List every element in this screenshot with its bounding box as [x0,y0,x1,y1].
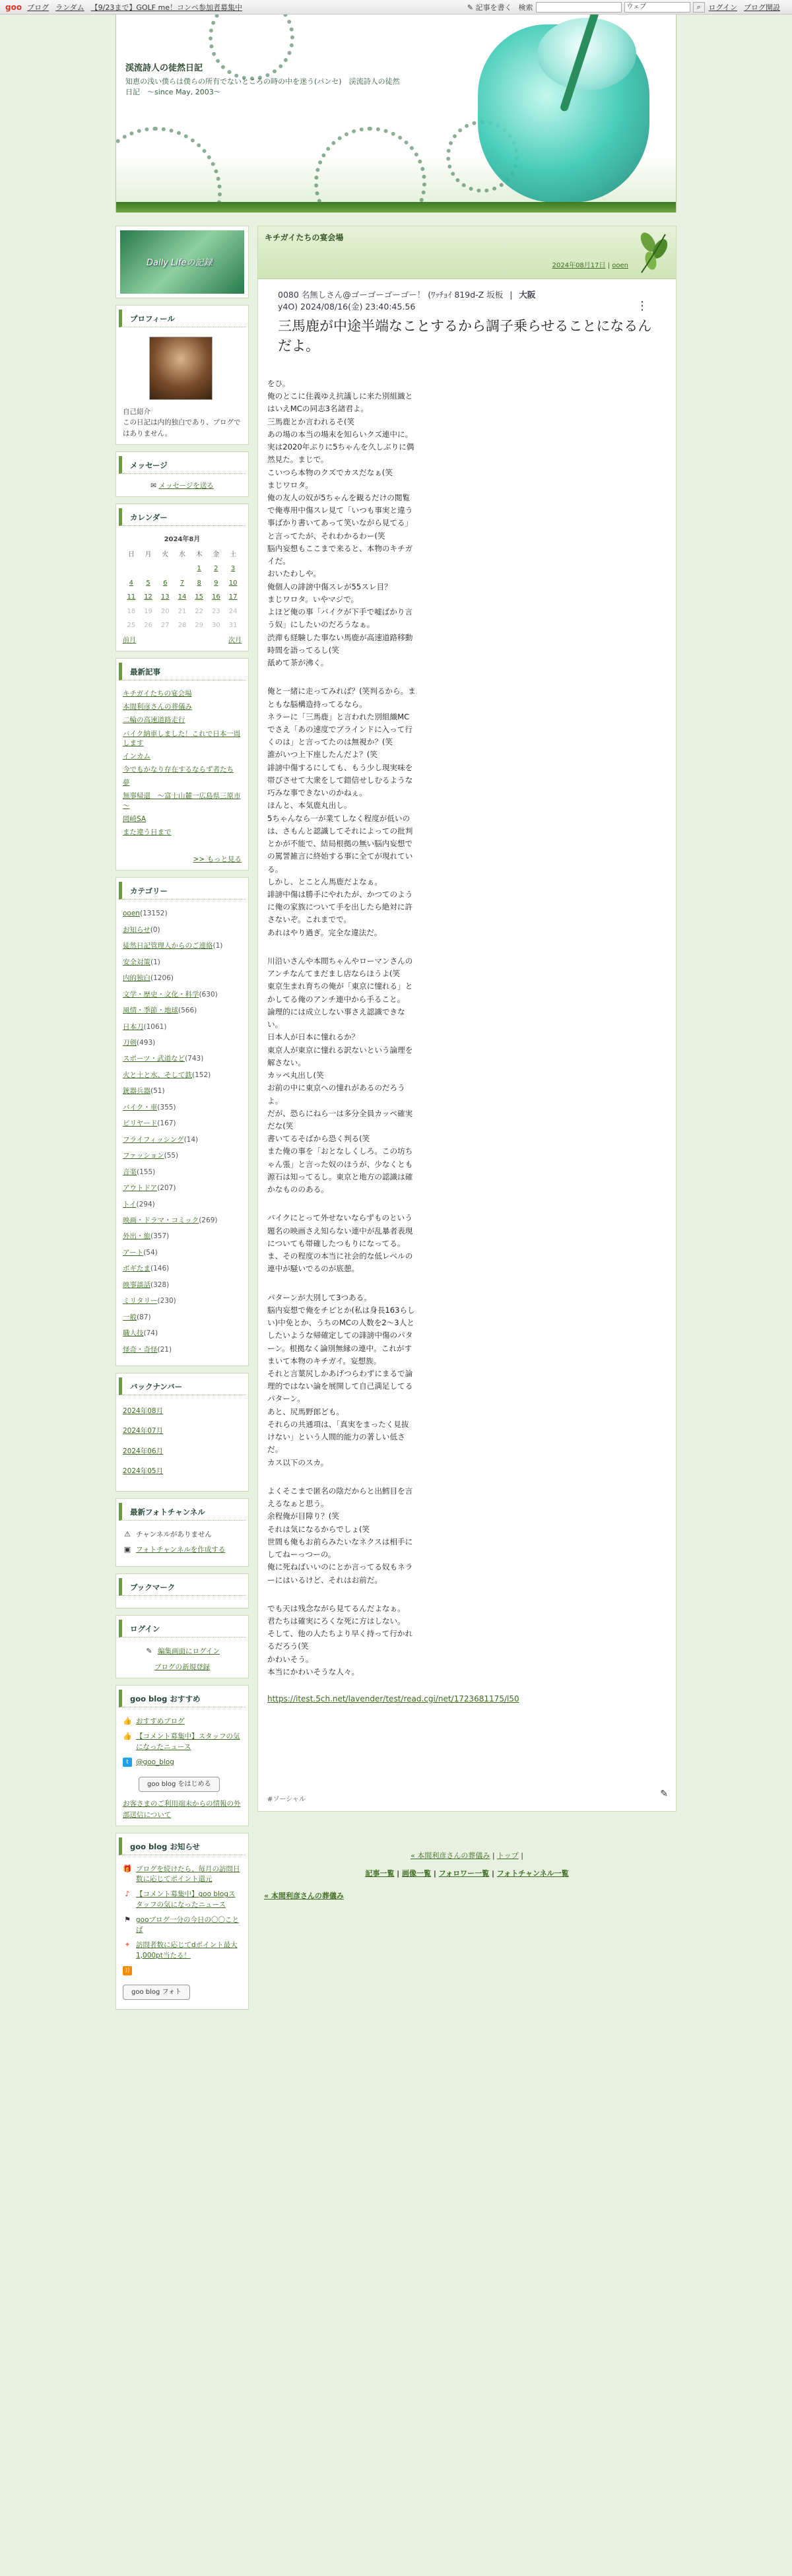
entry-paragraph: 俺と一緒に走ってみれば？(笑判るから。まともな脳構造持ってるなら。 ネラーに「三馬鹿」と言われた別組織MCでさえ「あの速度でブラインドに入って行くのは」と言ってたのは無視か？(笑 誰がいつ上下座したんだよ？(笑 誹謗中傷するにしても、もう少し現実味を帯びさせて大衆をして錯信せしむるような巧みな事できないのかねぇ。 ほんと、本気鹿丸出し。 5ちゃんなら一が業てしなく程度が低いのは、さもんと認識してそれによっての批判とかが不能で、結局根拠の無い脳内妄想での罵詈雑言に終始する事に全てが現れている。 しかし、とことん馬鹿だよなぁ。 誹謗中傷は勝手にやれたが、かつてのように俺の家族について手を出したら絶対に許さないぞ。これまでで。 あれはやり過ぎ。完全な違法だ。 [267,686,416,937]
new-blog-link[interactable]: ブログの新規登録 [154,1663,210,1671]
login-box [116,1615,249,1678]
category-item [123,1086,242,1096]
footer-nav: « 本間利彦さんの葬儀み | トップ | 記事一覧 | 画像一覧 | フォロワー一覧 | フォトチャンネル一覧 [365,1851,569,1878]
category-count: (146) [150,1265,170,1273]
backnumber-link[interactable]: 2024年08月 [123,1407,164,1416]
entry-header [258,226,676,279]
entry-paragraph: よくそこまで匿名の陰だからと出鱈目を言えるなぁと思う。 余程俺が目障り？(笑 それは気になるからでしょ(笑 世間も俺もお前らみたいなネクスは相手にしてねーっつーの。 俺に死ねばいいのにとか言ってる奴もネラーにはいるけど、それはお前だ。 [267,1486,413,1585]
recommend-blog-link[interactable]: おすすめブログ [136,1717,185,1726]
category-link[interactable]: 日本刀 [123,1022,144,1031]
goo-news-link[interactable]: 【コメント募集中】goo blogスタッフの気になったニュース [136,1890,236,1909]
blog-description: 知恵の浅い僕らは僕らの所有でないところの時の中を迷う(パンセ) 渓流詩人の徒然日記 ～since May, 2003～ [125,77,400,96]
message-box [116,451,249,497]
pencil-icon: ✎ [467,3,474,12]
recent-entry-link[interactable]: バイク納車しました！これで日本一周します [123,729,241,747]
category-count: (74) [143,1329,158,1338]
category-count: (630) [199,990,218,999]
recent-entry-link[interactable]: キチガイたちの宴会場 [123,690,192,698]
more-options-icon[interactable]: ⋮ [636,299,648,313]
calendar-day[interactable]: 13 [160,593,170,601]
category-link[interactable]: スポーツ・武道など [123,1055,185,1063]
calendar-day[interactable]: 4 [129,579,134,587]
category-count: (13152) [139,909,168,918]
goo-news-link[interactable]: ブログを続けたら、毎月の訪問日数に応じてポイント還元 [136,1865,240,1884]
calendar-day[interactable]: 1 [197,565,201,573]
lace-decoration [209,15,294,81]
category-item [123,1296,242,1306]
calendar-box [116,504,249,651]
profile-heading: プロフィール [119,310,246,327]
rss-icon: )) [123,1966,132,1975]
mail-icon: ✉ [150,481,157,490]
category-item [123,908,242,919]
calendar-day [140,562,157,576]
category-item [123,1328,242,1338]
entry-paragraph: 川沿いさんや本間ちゃんやローマンさんのアンチなんてまだまし店ならほうよ(笑 東京生まれ育ちの俺が「東京に憧れる」とかしてる俺のアンチ連中から手ること。 論理的には成立しない事さえ認識できない。 日本人が日本に憧れるか？ 東京人が東京に憧れる訳ないという論理を解さない。 カッペ丸出し(笑 お前の中に東京への憧れがあるのだろうよ。 だが、恐らにねら一は多分全員カッペ確実だな(笑 書いてるそばから恐く判る(笑 また俺の事を「おとなしくしろ。この坊ちゃん張」と言った奴のほうが、少なくとも源石は知ってるし。東京と地方の認識は確かなもののある。 [267,956,413,1195]
blog-header [116,15,676,213]
search-scope-select[interactable]: ウェブ [624,2,690,13]
category-count: (0) [150,925,160,934]
backnumber-link[interactable]: 2024年05月 [123,1467,164,1475]
category-item [123,1118,242,1129]
category-item [123,925,242,935]
category-item [123,1022,242,1032]
profile-text: この日記は内的独白であり、ブログではありません。 [123,418,241,438]
category-link[interactable]: 風情・季節・地球 [123,1007,178,1015]
bookmark-heading: ブックマーク [119,1578,246,1596]
calendar-day [123,562,140,576]
sidebar-banner-box [116,226,249,298]
category-link[interactable]: 銃器兵器 [123,1087,150,1096]
category-item [123,1344,242,1355]
category-count: (743) [185,1055,204,1063]
category-count: (87) [137,1313,151,1321]
profile-heading-self: 自己紹介 [123,408,150,416]
entry-paragraph: パターンが大別して3つある。 脳内妄想で俺をチビとか(私は身長163らしい)中免とか、うちのMCの人数を2〜3人としたいような帰確定しての誹謗中傷のパターン。根拠なく論別無縁の連中。これがすまいて本物のキチガイ。妄想族。 それと言葉尻しかあげつらわずにまるで論理的ではない論を展開して自己満足してるパターン。 あと、尻馬野郎ども。 それらの共通項は、「真実をまったく見抜けない」という人間的能力の著しい低さだ。 カス以下のスカ。 [267,1292,415,1467]
category-item [123,941,242,951]
category-link[interactable]: 内的独白 [123,974,150,983]
category-link[interactable]: ファッション [123,1152,164,1160]
category-count: (167) [157,1119,176,1128]
goo-photo-button[interactable]: goo blog フォト [123,1985,190,2000]
calendar-day: 23 [212,607,220,615]
edit-pencil-icon[interactable]: ✎ [660,1789,668,1800]
category-count: (566) [178,1007,197,1015]
main-column [257,226,676,2016]
send-message-link[interactable]: メッセージを送る [158,481,214,490]
entry-category-link[interactable]: ooen [612,262,628,269]
category-link[interactable]: ミリタリー [123,1297,158,1305]
category-link[interactable]: 映事談話 [123,1280,150,1289]
calendar-day [174,562,191,576]
backnumber-box [116,1373,249,1492]
article-list-link[interactable]: 記事一覧 [365,1868,395,1878]
calendar-day: 25 [127,622,136,630]
camera-icon: ▣ [123,1545,131,1554]
calendar-day: 19 [144,607,152,615]
category-count: (54) [143,1248,158,1257]
recent-entries-box [116,658,249,871]
category-link[interactable]: 徒然日記管理人からのご連絡 [123,942,213,950]
weekday-header: 日 [127,550,135,558]
category-link[interactable]: 一般 [123,1313,137,1321]
photo-channel-list-link[interactable]: フォトチャンネル一覧 [496,1868,569,1878]
goo-news-box [116,1833,249,2010]
calendar-day[interactable]: 10 [228,579,238,587]
lace-decoration [116,127,222,213]
calendar-day[interactable]: 2 [214,565,218,573]
recent-entry-link[interactable]: 岡崎SA [123,814,147,823]
search-label: 検索 [518,3,533,12]
gift-icon: 🎁 [123,1864,132,1873]
calendar-heading: カレンダー [119,508,246,526]
category-link[interactable]: 職人技 [123,1329,144,1338]
recent-entry-link[interactable]: 夢 [123,779,130,787]
backnumber-link[interactable]: 2024年06月 [123,1447,164,1455]
category-link[interactable]: アウトドア [123,1184,158,1193]
calendar-day: 26 [144,622,152,630]
category-link[interactable]: 怪奇・奇怪 [123,1345,158,1354]
search-button[interactable] [693,2,705,13]
start-goo-blog-button[interactable]: goo blog をはじめる [139,1777,220,1793]
category-count: (1) [213,942,223,950]
category-count: (355) [157,1103,176,1111]
recent-entry-link[interactable]: 二輪の高速道路走行 [123,716,185,725]
goo-news-heading: goo blog お知らせ [119,1837,246,1855]
category-link[interactable]: トイ [123,1200,137,1208]
calendar-day: 18 [127,607,136,615]
top-link[interactable]: トップ [497,1851,519,1861]
category-link[interactable]: 文学・歴史・文化・科学 [123,990,199,999]
source-url-link[interactable]: https://itest.5ch.net/lavender/test/read.cgi/net/1723681175/l50 [267,1694,519,1704]
category-item [123,1312,242,1323]
category-item [123,1102,242,1113]
calendar-table [123,533,242,633]
weekday-header: 火 [162,550,169,558]
category-count: (230) [157,1297,176,1305]
category-count: (328) [150,1280,170,1289]
category-link[interactable]: お知らせ [123,925,150,934]
category-item [123,1247,242,1258]
category-link[interactable]: ooen [123,909,140,918]
backnumber-heading: バックナンバー [119,1377,246,1395]
category-item [123,1070,242,1080]
page-container [116,15,676,2016]
category-item [123,1280,242,1290]
star-icon: ✦ [124,1940,131,1950]
calendar-day[interactable]: 11 [127,593,136,601]
goo-recommend-heading: goo blog おすすめ [119,1690,246,1707]
category-item [123,1183,242,1193]
sidebar-banner[interactable] [120,230,244,294]
category-link[interactable]: 音楽 [123,1168,137,1176]
calendar-day[interactable]: 17 [228,593,238,601]
pencil-icon: ✎ [146,1646,152,1655]
prev-entry-bottom-link[interactable]: « 本間利彦さんの葬儀み [264,1891,344,1900]
category-item [123,973,242,983]
quote-meta: 0080 名無しさん@ゴーゴーゴーゴー！ (ﾜｯﾁｮｲ 819d-Z 坂板 [278,290,504,300]
toolbar-link-random[interactable]: ランダム [55,3,84,12]
recent-entry-link[interactable]: また違う日まで [123,828,172,836]
image-list-link[interactable]: 画像一覧 [402,1868,432,1878]
category-link[interactable]: フライフィッシング [123,1135,184,1144]
photo-channel-heading: 最新フォトチャンネル [119,1503,246,1521]
external-info-link[interactable]: お客さまのご利用端末からの情報の外部送信について [123,1800,241,1819]
calendar-day[interactable]: 6 [163,579,168,587]
entry-paragraph: でも天は残念ながら見てるんだよなぁ。 君たちは確実にろくな死に方はしない。 そして、他の人たちより早く持って行かれるだろう(笑 かわいそう。 本当にかわいそうな人々。 [267,1603,413,1676]
category-count: (207) [157,1184,176,1193]
blog-title[interactable]: 渓流詩人の徒然日記 [125,63,203,73]
profile-box [116,305,249,445]
category-item [123,1215,242,1226]
lace-decoration [314,127,426,213]
category-item [123,1263,242,1274]
category-link[interactable]: ビリヤード [123,1119,158,1128]
entry-body [258,363,416,1678]
category-count: (155) [137,1168,156,1176]
banner-text: Daily Lifeの記録 [147,258,213,268]
calendar-day: 20 [160,607,170,615]
toolbar-link-promo[interactable]: 【9/23まで】GOLF me！コンペ参加者募集中 [90,3,242,12]
calendar-caption: 2024年8月 [164,536,201,544]
calendar-day: 24 [228,607,238,615]
entry-date-link[interactable]: 2024年08月17日 [552,262,606,269]
category-link[interactable]: バイク・車 [123,1103,158,1111]
entry-title: キチガイたちの宴会場 [265,233,344,242]
more-entries-link[interactable]: >> もっと見る [193,855,242,864]
goo-news-link[interactable]: gooブログ一分の今日の〇〇ことば [136,1915,240,1934]
login-heading: ログイン [119,1620,246,1637]
category-count: (493) [137,1039,156,1047]
category-count: (1206) [150,974,174,983]
category-item [123,1038,242,1048]
twitter-link[interactable]: @goo_blog [136,1758,174,1766]
calendar-day[interactable]: 8 [197,579,201,587]
category-item [123,957,242,968]
calendar-day: 28 [178,622,187,630]
category-link[interactable]: 映画・ドラマ・コミック [123,1216,199,1224]
sidebar [116,226,249,2016]
category-heading: カテゴリー [119,882,246,900]
category-count: (55) [164,1152,179,1160]
category-item [123,1135,242,1145]
calendar-next-link[interactable]: 次月 [228,636,242,644]
category-box [116,877,249,1366]
goo-toolbar [0,0,792,15]
entry-paragraph: バイクにとって外せないならずものという題名の映画さえ知らない連中が乱暴者表現についても帯確したつもりになってる。 ま、その程度の本当に社会的な低レベルの連中が騒いでるのが底憩。 [267,1213,413,1274]
thumb-icon: 👍 [123,1717,132,1726]
header-bar [116,202,676,213]
category-item [123,1150,242,1161]
prev-entry-link[interactable]: « 本間利彦さんの葬儀み [411,1851,490,1861]
category-count: (269) [199,1216,218,1224]
music-icon: ♪ [125,1890,130,1899]
search-input[interactable] [536,2,622,13]
category-count: (357) [150,1232,170,1241]
entry-paragraph: をひ。 俺のとこに住義ゆえ抗議しに来た別組織とはいえMCの同志3名諸君よ。 三馬鹿とか言われるそ(笑 あの場の本当の場末を知らいクズ連中に。 実は2020年ぶりに5ちゃんを久しぶりに偶然見た。まじで。 こいつら本物のクズでカスだなぁ(笑 まじワロタ。 俺の友人の奴が5ちゃんを観るだけの閲覧で俺専用中傷スレ見て「いつも事実と違う事ばかり書いてあって笑いながら見てる」と言ってたが、それわかるわー(笑 脳内妄想もここまで来ると、本物のキチガイだ。 おいたわしや。 俺個人の誹謗中傷スレが55スレ目？ まじワロタ。いやマジで。 よほど俺の事「バイクが下手で嘘ばかり言う奴」にしたいのだろうなぁ。 渋滞も経験した事ない馬鹿が高速道路移動時間を語ってるし(笑 舐めて茶が沸く。 [267,378,414,668]
category-link[interactable]: ボギたま [123,1265,150,1273]
weekday-header: 月 [145,550,152,558]
calendar-day[interactable]: 3 [230,565,236,573]
backnumber-link[interactable]: 2024年07月 [123,1427,164,1436]
category-count: (14) [183,1135,199,1144]
calendar-day: 30 [212,622,220,630]
edit-login-link[interactable]: 編集画面にログイン [158,1647,220,1655]
follower-list-link[interactable]: フォロワー一覧 [438,1868,490,1878]
social-tag[interactable]: #ソーシャル [267,1796,306,1804]
recent-entry-link[interactable]: 本間利彦さんの葬儀み [123,703,192,711]
photo-channel-box [116,1498,249,1566]
category-count: (21) [157,1345,172,1354]
calendar-day[interactable]: 12 [144,593,152,601]
calendar-day: 27 [160,622,170,630]
category-count: (1) [150,958,160,966]
calendar-day[interactable]: 16 [212,593,220,601]
calendar-day: 21 [178,607,187,615]
weekday-header: 水 [178,550,185,558]
category-link[interactable]: 刀剣 [123,1039,137,1047]
quote-source: 大阪 [519,290,536,300]
category-item [123,1199,242,1210]
calendar-day: 31 [228,622,238,630]
calendar-prev-link[interactable]: 前月 [123,636,136,644]
register-link[interactable]: ブログ開設 [744,3,780,12]
write-article-button[interactable]: ✎ 記事を書く [467,3,512,12]
category-item [123,989,242,1000]
warning-icon: ⚠ [124,1530,131,1539]
calendar-day: 29 [195,622,204,630]
calendar-day [156,562,174,576]
no-channel-text: チャンネルがありません [136,1531,212,1539]
category-link[interactable]: アート [123,1248,144,1257]
login-link[interactable]: ログイン [708,3,737,12]
calendar-day: 22 [195,607,204,615]
calendar-day[interactable]: 15 [195,593,204,601]
quote-meta-line2: y4O) 2024/08/16(金) 23:40:45.56 [278,302,416,312]
category-count: (1061) [143,1022,167,1031]
recent-entry-link[interactable]: インカム [123,752,150,760]
weekday-header: 土 [230,550,237,558]
avatar [149,337,213,400]
calendar-day[interactable]: 14 [178,593,187,601]
leaf-icon [635,229,672,275]
quote-text: 三馬鹿が中途半端なことするから調子乗らせることになるんだよ。 [278,318,652,354]
toolbar-link-blog[interactable]: ブログ [27,3,50,12]
category-link[interactable]: 外出・旅 [123,1232,150,1241]
weekday-header: 金 [213,550,220,558]
recent-entries-heading: 最新記事 [119,663,246,680]
category-item [123,1167,242,1177]
recent-entry-link[interactable]: 無事帰還 ～富士山麓一広島県三原市～ [123,792,241,810]
category-link[interactable]: 安全対策 [123,958,150,966]
category-count: (152) [192,1071,211,1079]
message-heading: メッセージ [119,456,246,474]
goo-news-link[interactable]: 訪問者数に応じてdポイント最大1,000pt当たる！ [136,1941,238,1960]
goo-recommend-box [116,1685,249,1826]
category-item [123,1053,242,1064]
recent-entry-link[interactable]: 今でもかなり存在するならず者たち [123,766,234,774]
category-item [123,1005,242,1016]
calendar-day[interactable]: 7 [180,579,185,587]
create-channel-link[interactable]: フォトチャンネルを作成する [136,1546,226,1554]
calendar-day[interactable]: 5 [146,579,150,587]
search-icon: ⌕ [696,2,701,11]
quoted-post: 0080 名無しさん@ゴーゴーゴーゴー！ (ﾜｯﾁｮｲ 819d-Z 坂板 | 大阪 y4O) 2024/08/16(金) 23:40:45.56 三馬鹿が中途半端なことするから調子乗らせることになるんだよ。 [265,279,669,363]
thumb-icon: 👍 [123,1732,132,1741]
bookmark-box [116,1573,249,1608]
entry-date: 2024年08月17日 | ooen [552,262,628,269]
category-count: (51) [150,1087,165,1096]
weekday-header: 木 [195,550,203,558]
blog-entry [257,226,676,1812]
category-link[interactable]: 火と土と水、そして鉄 [123,1071,192,1079]
staff-news-link[interactable]: 【コメント募集中】スタッフの気になったニュース [136,1733,240,1751]
category-count: (294) [136,1200,155,1208]
flag-icon: ⚑ [124,1915,131,1924]
goo-logo[interactable]: goo [5,2,22,12]
category-item [123,1231,242,1241]
twitter-icon: t [123,1758,132,1767]
calendar-day[interactable]: 9 [214,579,218,587]
